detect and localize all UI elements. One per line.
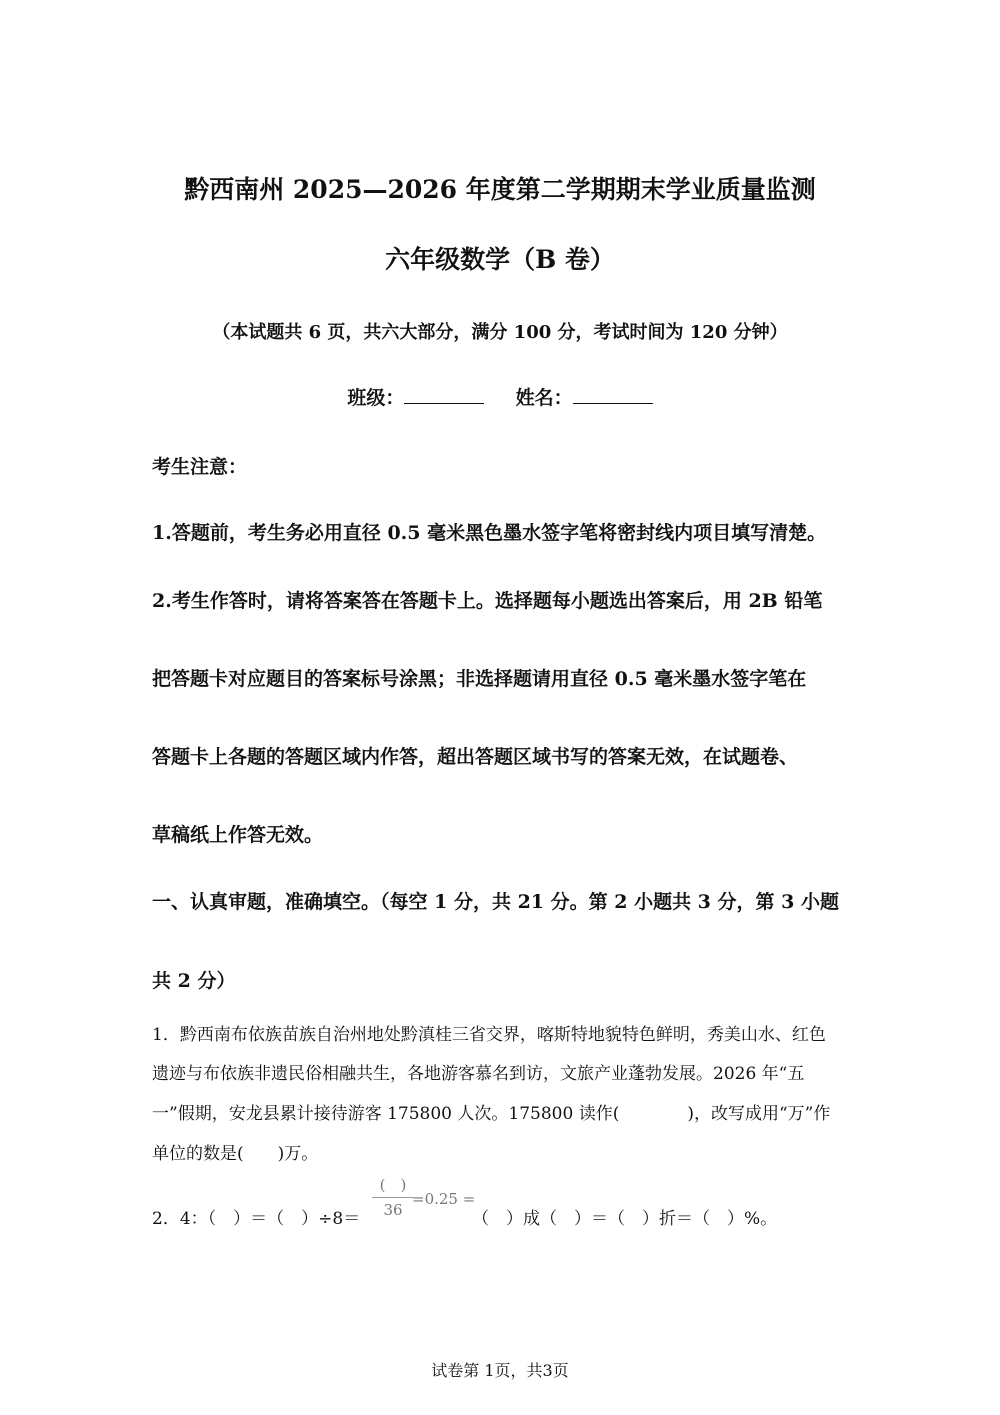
question-1-line-4: 单位的数是( )万。 — [152, 1144, 319, 1164]
name-blank[interactable] — [573, 385, 653, 404]
fraction-denominator: 36 — [383, 1201, 403, 1219]
notice-item-1: 1.答题前，考生务必用直径 0.5 毫米黑色墨水签字笔将密封线内项目填写清楚。 — [152, 522, 827, 544]
question-1-line-2: 遗迹与布依族非遗民俗相融共生，各地游客慕名到访，文旅产业蓬勃发展。2026 年“五 — [152, 1064, 805, 1084]
section-1-heading-cont: 共 2 分） — [152, 970, 236, 992]
exam-title: 黔西南州 2025—2026 年度第二学期期末学业质量监测 — [184, 175, 816, 204]
section-1-heading: 一、认真审题，准确填空。（每空 1 分，共 21 分。第 2 小题共 3 分，第 3 小题 — [152, 891, 839, 913]
class-blank[interactable] — [404, 385, 484, 404]
notice-item-2-line-2: 把答题卡对应题目的答案标号涂黑；非选择题请用直径 0.5 毫米墨水签字笔在 — [152, 668, 807, 690]
question-2-suffix: （ ）成（ ）＝（ ）折＝（ ）%。 — [472, 1209, 778, 1229]
name-label: 姓名： — [515, 387, 573, 409]
notice-item-2-line-1: 2.考生作答时，请将答案答在答题卡上。选择题每小题选出答案后，用 2B 铅笔 — [152, 590, 823, 612]
question-2-fraction — [372, 1174, 414, 1221]
question-2-prefix: 2．4：（ ）＝（ ）÷8＝ — [152, 1209, 361, 1229]
exam-subject-title: 六年级数学（B 卷） — [385, 245, 615, 274]
page-footer: 试卷第 1页，共3页 — [431, 1361, 569, 1380]
question-1-line-1: 1．黔西南布依族苗族自治州地处黔滇桂三省交界，喀斯特地貌特色鲜明，秀美山水、红色 — [152, 1025, 826, 1045]
notice-heading: 考生注意： — [152, 456, 248, 478]
student-info-line — [0, 383, 1000, 410]
fraction-numerator: ( ) — [379, 1176, 407, 1194]
exam-info: （本试题共 6 页，共六大部分，满分 100 分，考试时间为 120 分钟） — [212, 322, 788, 343]
question-2-decimal: =0.25 = — [412, 1190, 476, 1208]
notice-item-2-line-3: 答题卡上各题的答题区域内作答，超出答题区域书写的答案无效，在试题卷、 — [152, 746, 799, 768]
class-label: 班级： — [347, 387, 405, 409]
notice-item-2-line-4: 草稿纸上作答无效。 — [152, 824, 324, 846]
question-2 — [152, 1170, 852, 1230]
fraction-bar — [372, 1197, 414, 1198]
question-1-line-3: 一”假期，安龙县累计接待游客 175800 人次。175800 读作( )，改写成用“万”作 — [152, 1104, 831, 1124]
